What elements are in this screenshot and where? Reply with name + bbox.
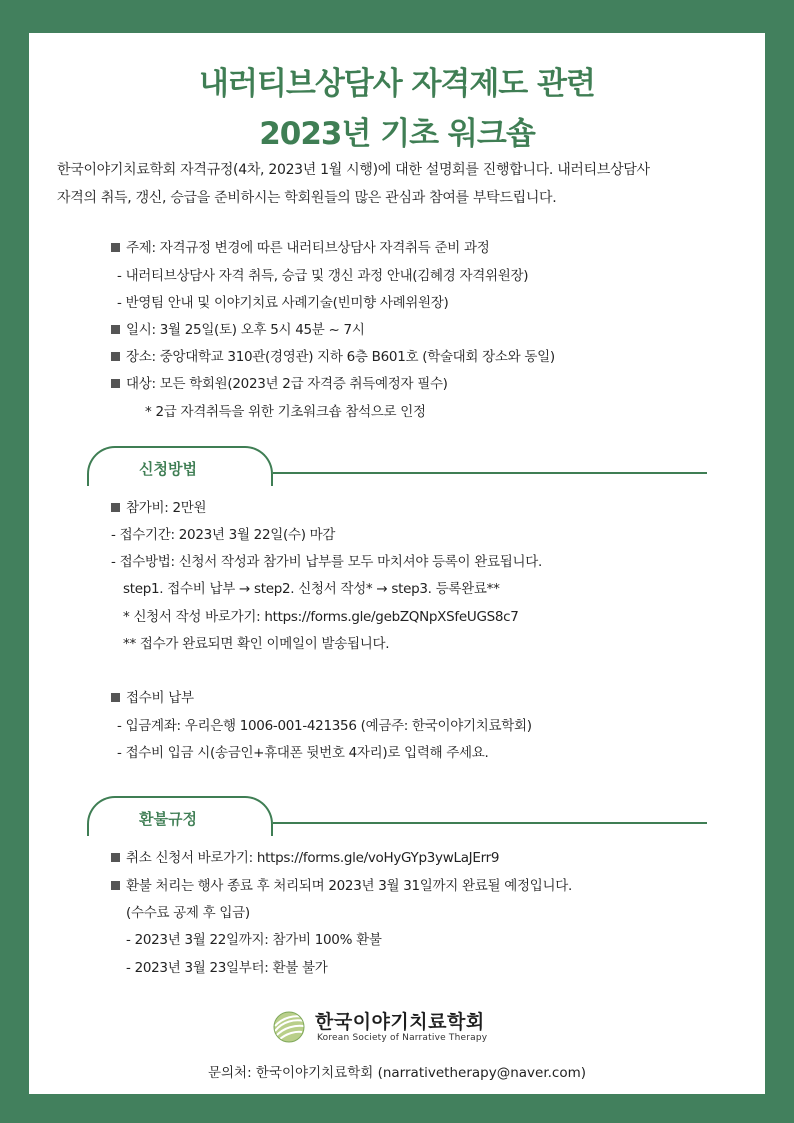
title-line-1: 내러티브상담사 자격제도 관련: [199, 66, 595, 102]
payment-account: - 입금계좌: 우리은행 1006-001-421356 (예금주: 한국이야기치료학회): [117, 718, 532, 734]
apply-heading: 신청방법: [139, 460, 197, 478]
payment-heading: 접수비 납부: [111, 688, 194, 708]
section-divider: [273, 822, 707, 824]
apply-section-header: [87, 446, 707, 480]
refund-process: 환불 처리는 행사 종료 후 처리되며 2023년 3월 31일까지 완료될 예정입니다.: [111, 876, 572, 896]
apply-form-link[interactable]: * 신청서 작성 바로가기: https://forms.gle/gebZQNpXSfeUGS8c7: [123, 609, 519, 625]
logo-name: 한국이야기치료학회: [315, 1011, 485, 1033]
apply-email-note: ** 접수가 완료되면 확인 이메일이 발송됩니다.: [123, 636, 390, 652]
payment-deposit-note: - 접수비 입금 시(송금인+휴대폰 뒷번호 4자리)로 입력해 주세요.: [117, 745, 489, 761]
society-logo: [271, 1007, 521, 1047]
apply-fee: 참가비: 2만원: [111, 498, 206, 518]
refund-section-header: [87, 796, 707, 830]
square-bullet-icon: [111, 243, 120, 252]
leaf-emblem-icon: [271, 1009, 307, 1045]
square-bullet-icon: [111, 853, 120, 862]
detail-target-note: * 2급 자격취득을 위한 기초워크숍 참석으로 인정: [145, 404, 426, 420]
intro-line-1: 한국이야기치료학회 자격규정(4차, 2023년 1월 시행)에 대한 설명회를 진행합니다. 내러티브상담사: [57, 162, 650, 178]
square-bullet-icon: [111, 379, 120, 388]
detail-topic-sub-2: - 반영팀 안내 및 이야기치료 사례기술(빈미향 사례위원장): [117, 295, 449, 311]
intro-line-2: 자격의 취득, 갱신, 승급을 준비하시는 학회원들의 많은 관심과 참여를 부탁드립니다.: [57, 190, 557, 206]
square-bullet-icon: [111, 325, 120, 334]
detail-date: 일시: 3월 25일(토) 오후 5시 45분 ~ 7시: [111, 320, 365, 340]
square-bullet-icon: [111, 881, 120, 890]
detail-topic: 주제: 자격규정 변경에 따른 내러티브상담사 자격취득 준비 과정: [111, 238, 489, 258]
refund-heading: 환불규정: [139, 810, 197, 828]
detail-target: 대상: 모든 학회원(2023년 2급 자격증 취득예정자 필수): [111, 374, 448, 394]
poster-sheet: [29, 33, 765, 1094]
detail-place: 장소: 중앙대학교 310관(경영관) 지하 6층 B601호 (학술대회 장소와 동일): [111, 347, 555, 367]
square-bullet-icon: [111, 503, 120, 512]
section-divider: [273, 472, 707, 474]
apply-period: - 접수기간: 2023년 3월 22일(수) 마감: [111, 527, 336, 543]
refund-until: - 2023년 3월 22일까지: 참가비 100% 환불: [126, 932, 382, 948]
contact-info: 문의처: 한국이야기치료학회 (narrativetherapy@naver.com): [207, 1065, 587, 1081]
refund-fee-note: (수수료 공제 후 입금): [126, 905, 250, 921]
apply-steps: step1. 접수비 납부 → step2. 신청서 작성* → step3. 등록완료**: [123, 581, 500, 597]
title-line-2: 2023년 기초 워크숍: [259, 116, 535, 152]
detail-topic-sub-1: - 내러티브상담사 자격 취득, 승급 및 갱신 과정 안내(김혜경 자격위원장): [117, 268, 529, 284]
refund-after: - 2023년 3월 23일부터: 환불 불가: [126, 960, 328, 976]
square-bullet-icon: [111, 693, 120, 702]
logo-english-name: Korean Society of Narrative Therapy: [317, 1033, 488, 1043]
refund-cancel-link[interactable]: 취소 신청서 바로가기: https://forms.gle/voHyGYp3ywLaJErr9: [111, 848, 499, 868]
apply-method: - 접수방법: 신청서 작성과 참가비 납부를 모두 마치셔야 등록이 완료됩니다.: [111, 554, 542, 570]
square-bullet-icon: [111, 352, 120, 361]
